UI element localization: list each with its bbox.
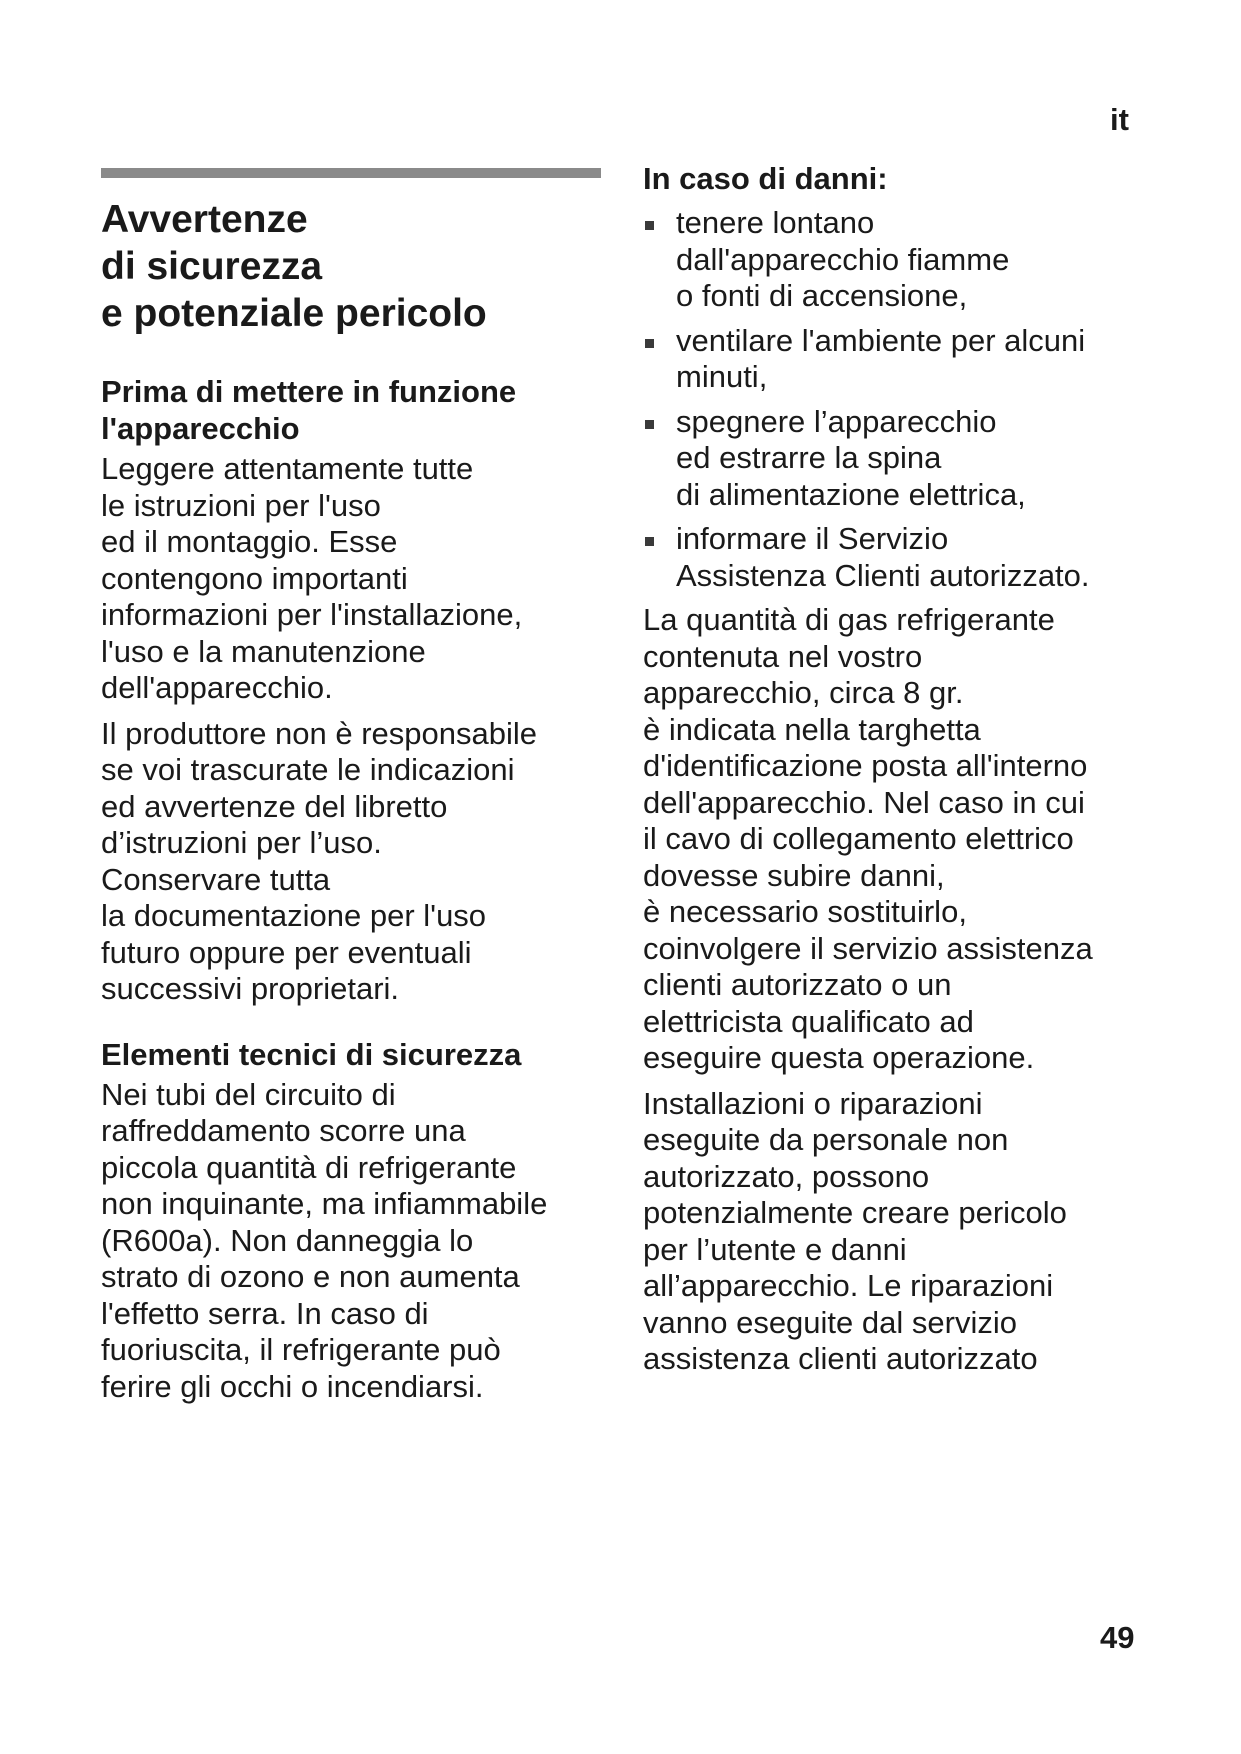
list-item-text: spegnere l’apparecchio ed estrarre la spina di alimentazione elettrica, <box>676 403 1026 512</box>
section-heading-damage: In caso di danni: <box>643 161 888 196</box>
list-item-text: informare il Servizio Assistenza Clienti autorizzato. <box>676 521 1090 593</box>
section-divider <box>101 168 601 178</box>
right-column <box>643 160 1143 1387</box>
square-bullet-icon <box>645 339 654 348</box>
square-bullet-icon <box>645 420 654 429</box>
list-item <box>643 323 1143 396</box>
paragraph-gas-quantity: La quantità di gas refrigerante contenuta nel vostro apparecchio, circa 8 gr. è indicata nella targhetta d'identificazione posta all'interno dell'apparecchio. Nel caso in cui il cavo di collegamento elettrico dovesse subire danni, è necessario sostituirlo, coinvolgere il servizio assistenza clienti autorizzato o un elettricista qualificato ad eseguire questa operazione. <box>643 602 1093 1075</box>
list-item-text: ventilare l'ambiente per alcuni minuti, <box>676 322 1086 394</box>
page-number: 49 <box>1100 1620 1135 1655</box>
paragraph-read-instructions: Leggere attentamente tutte le istruzioni per l'uso ed il montaggio. Esse contengono importanti informazioni per l'installazione, l'uso e la manutenzione dell'apparecchio. <box>101 451 523 705</box>
page-title: Avvertenze di sicurezza e potenziale pericolo <box>101 198 487 335</box>
section-heading-before-use: Prima di mettere in funzione l'apparecchio <box>101 374 517 446</box>
section-heading-safety-elements: Elementi tecnici di sicurezza <box>101 1036 522 1072</box>
language-code: it <box>1110 102 1129 137</box>
list-item <box>643 521 1143 594</box>
paragraph-manufacturer-liability: Il produttore non è responsabile se voi trascurate le indicazioni ed avvertenze del libretto d’istruzioni per l’uso. Conservare tutta la documentazione per l'uso futuro oppure per eventuali successivi proprietari. <box>101 715 538 1006</box>
square-bullet-icon <box>645 537 654 546</box>
paragraph-refrigerant: Nei tubi del circuito di raffreddamento scorre una piccola quantità di refrigerante non inquinante, ma infiammabile (R600a). Non danneggia lo strato di ozono e non aumenta l'effetto serra. In caso di fuoriuscita, il refrigerante può ferire gli occhi o incendiarsi. <box>101 1076 548 1404</box>
list-item-text: tenere lontano dall'apparecchio fiamme o fonti di accensione, <box>676 205 1010 313</box>
left-column <box>101 168 601 1414</box>
paragraph-unauthorized-repairs: Installazioni o riparazioni eseguite da personale non autorizzato, possono potenzialmente creare pericolo per l’utente e danni all’apparecchio. Le riparazioni vanno eseguite dal servizio assistenza clienti autorizzato <box>643 1085 1067 1376</box>
square-bullet-icon <box>645 221 654 230</box>
list-item <box>643 404 1143 514</box>
list-item <box>643 205 1143 315</box>
damage-action-list <box>643 205 1143 594</box>
